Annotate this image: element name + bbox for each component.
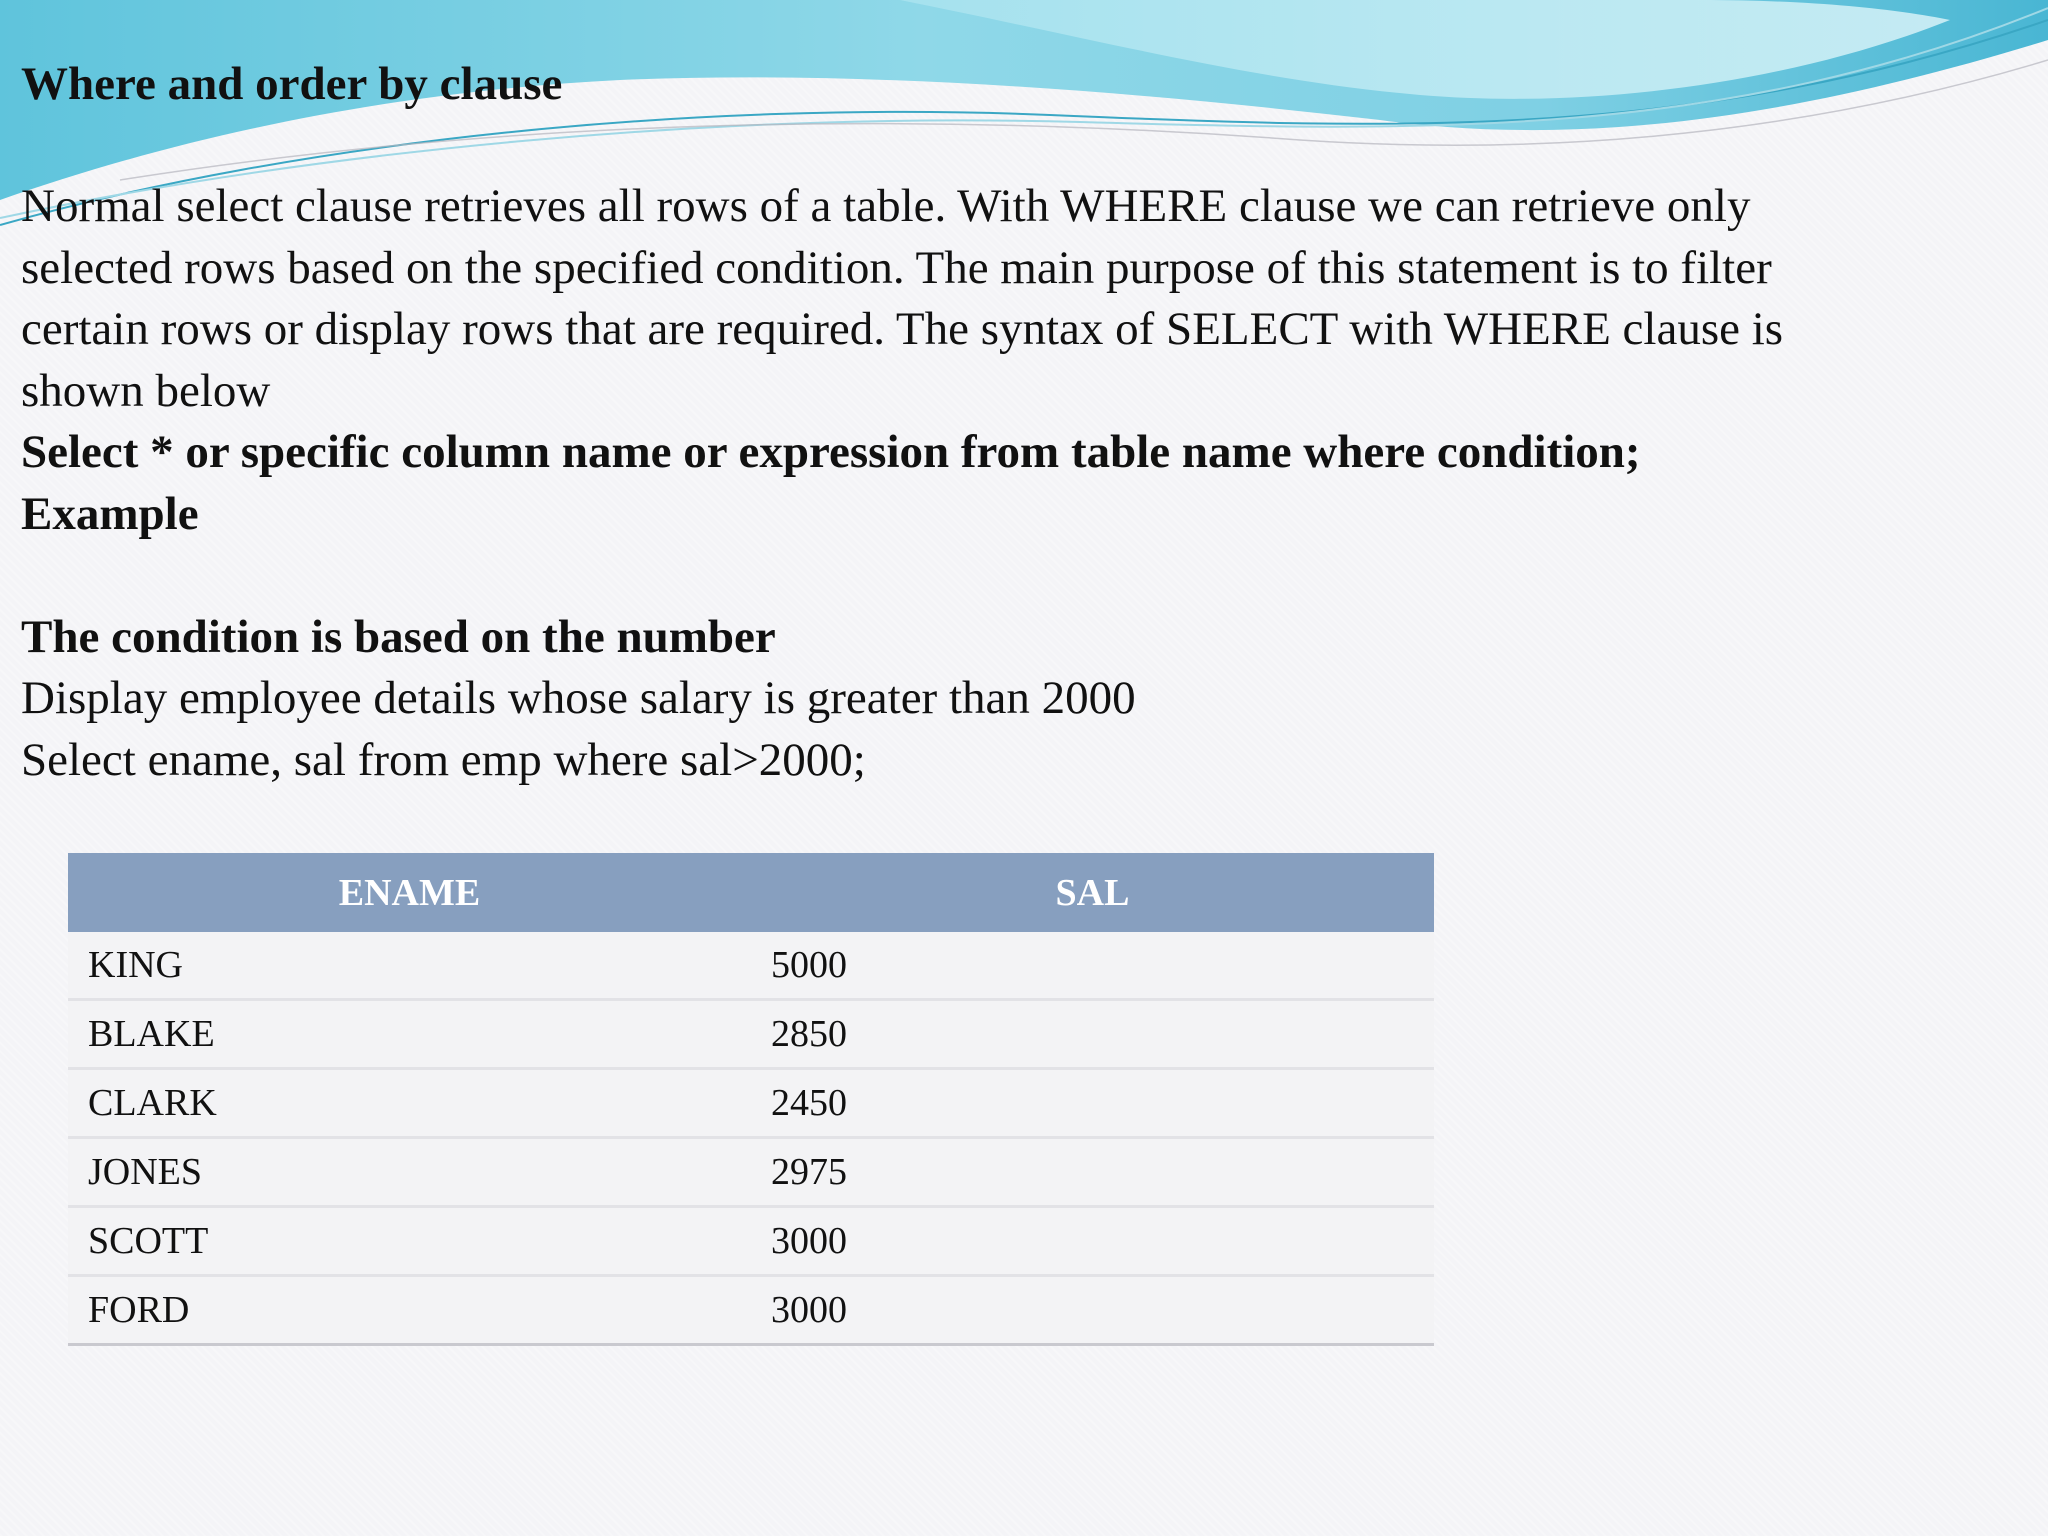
example-label: Example [21,487,199,540]
cell-sal: 3000 [751,1207,1434,1276]
slide-title: Where and order by clause [21,58,563,110]
table-row [68,1276,1434,1345]
cell-ename: KING [68,932,751,1000]
cell-ename: SCOTT [68,1207,751,1276]
task-line: Display employee details whose salary is greater than 2000 [21,672,1136,724]
query-line: Select ename, sal from emp where sal>2000; [21,733,866,786]
paragraph-line: selected rows based on the specified condition. The main purpose of this statement is to filter [21,241,1772,294]
cell-sal: 5000 [751,932,1434,1000]
cell-sal: 2850 [751,1000,1434,1069]
result-table [68,853,1434,1346]
paragraph-line: certain rows or display rows that are required. The syntax of SELECT with WHERE clause is [21,303,1784,355]
table-row [68,1207,1434,1276]
result-table-container [68,853,1434,1346]
syntax-line: Select * or specific column name or expression from table name where condition; [21,426,1641,478]
cell-ename: FORD [68,1276,751,1345]
paragraph-line: shown below [21,364,271,417]
table-header-row [68,853,1434,932]
table-row [68,1000,1434,1069]
column-header-ename: ENAME [68,853,751,932]
cell-sal: 3000 [751,1276,1434,1345]
table-row [68,1138,1434,1207]
cell-ename: CLARK [68,1069,751,1138]
table-row [68,932,1434,1000]
blank-line [21,545,2001,607]
cell-ename: BLAKE [68,1000,751,1069]
condition-heading: The condition is based on the number [21,610,776,663]
column-header-sal: SAL [751,853,1434,932]
cell-sal: 2450 [751,1069,1434,1138]
paragraph-line: Normal select clause retrieves all rows of a table. With WHERE clause we can retrieve only [21,180,1751,232]
slide-body [21,176,2001,791]
table-row [68,1069,1434,1138]
cell-ename: JONES [68,1138,751,1207]
cell-sal: 2975 [751,1138,1434,1207]
